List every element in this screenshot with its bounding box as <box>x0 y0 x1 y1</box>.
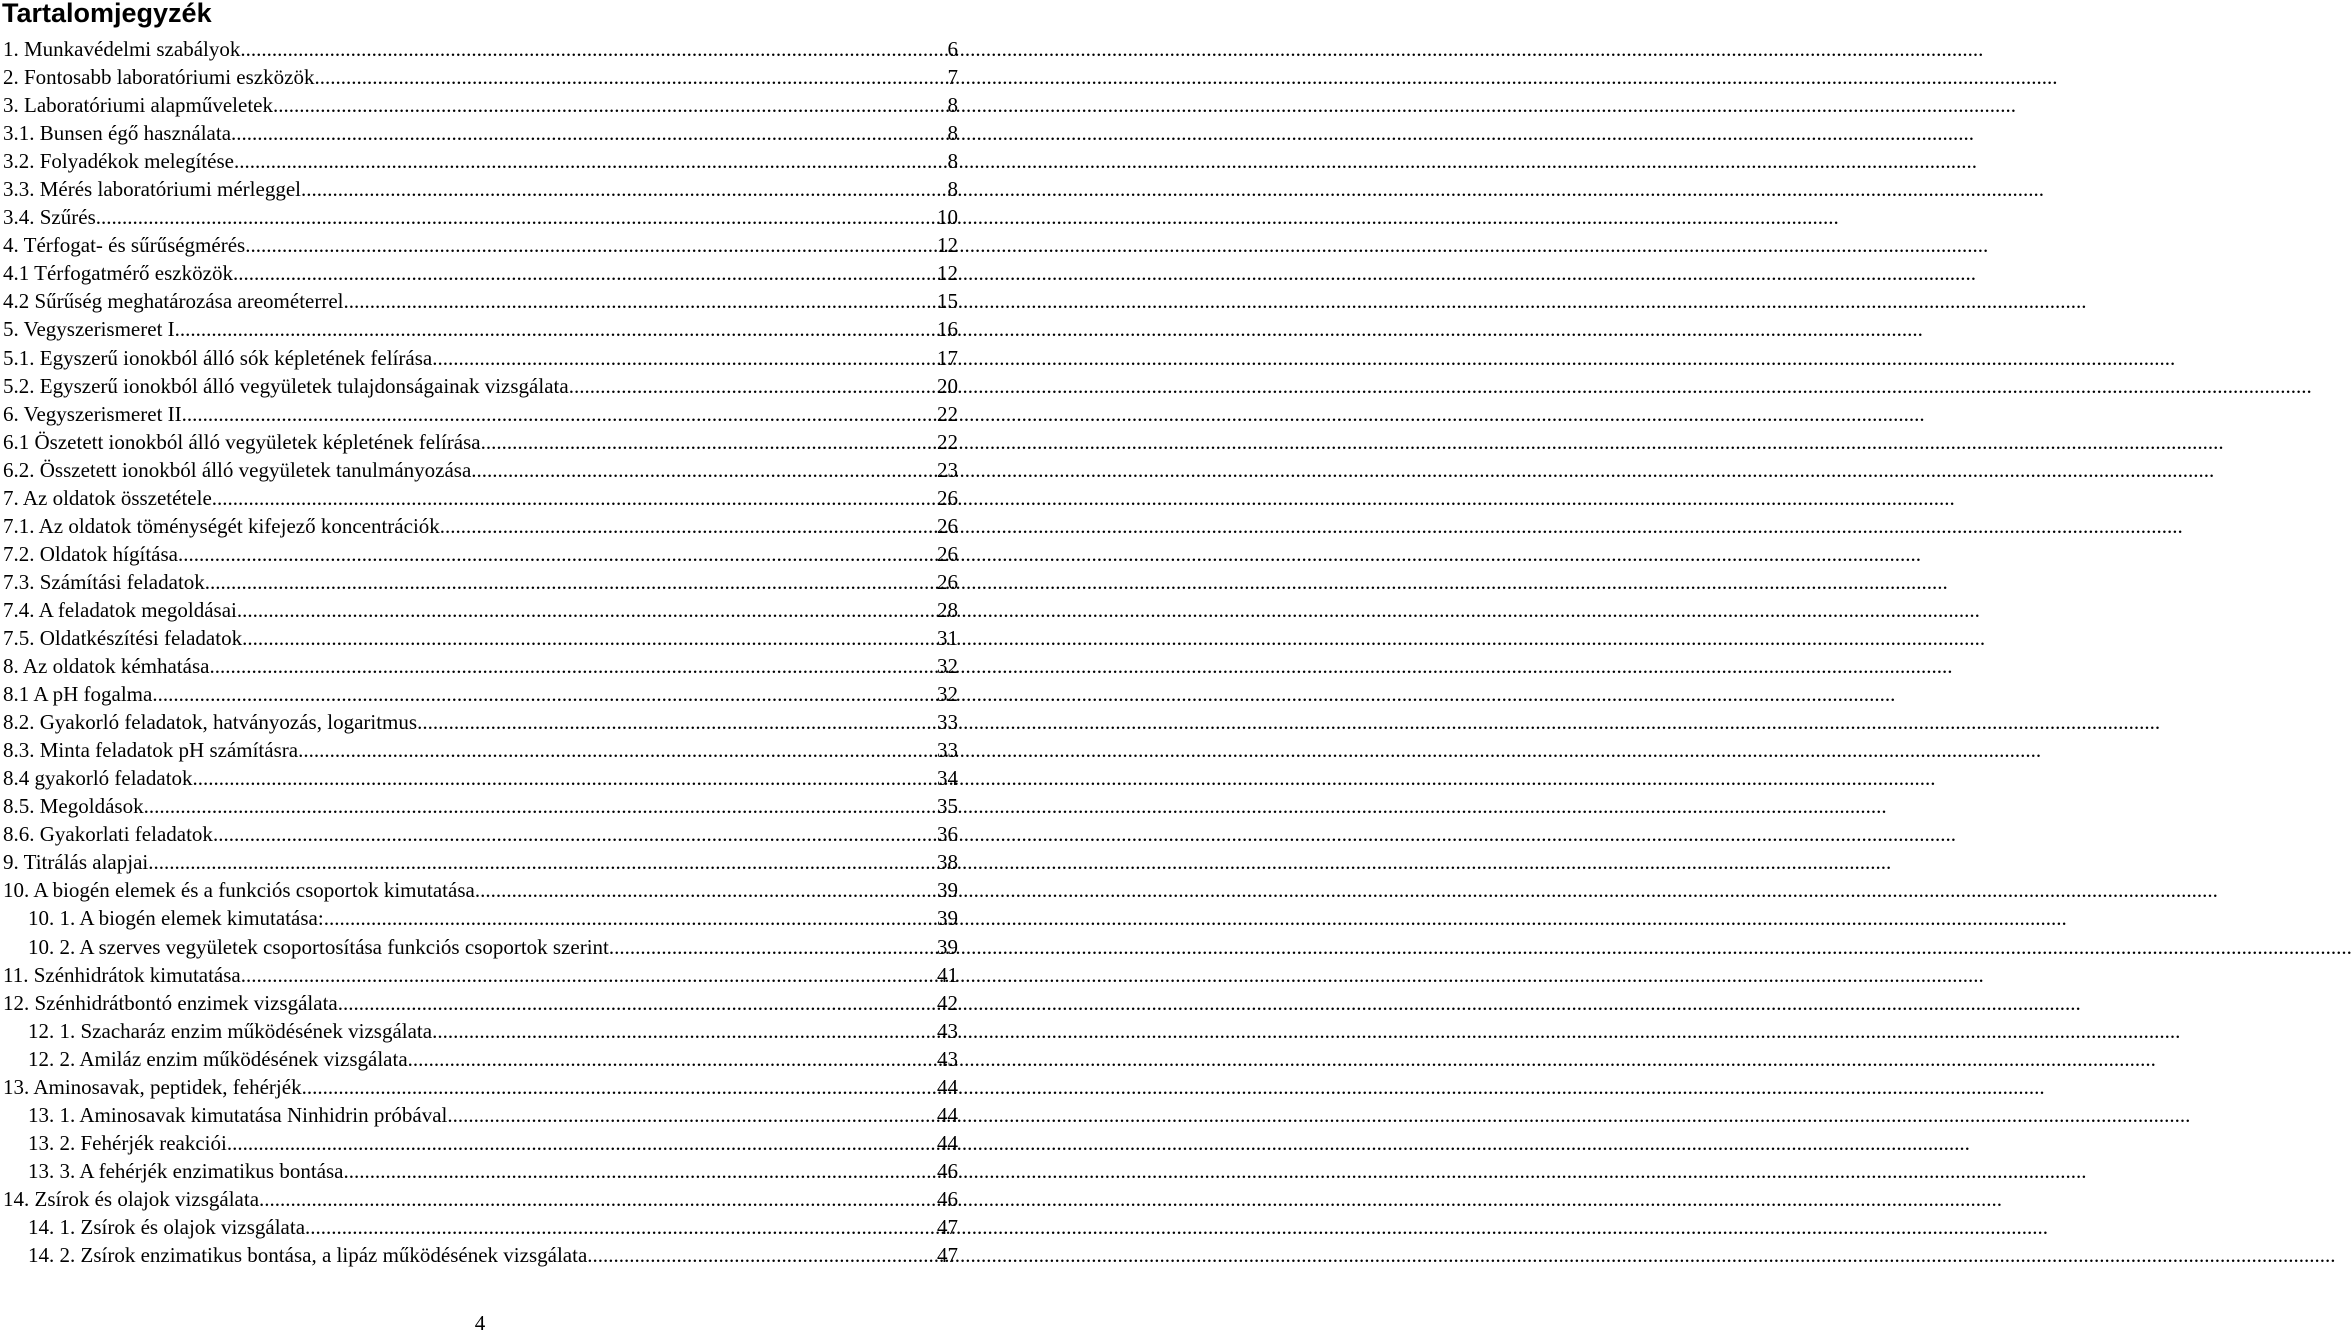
dot-leader <box>432 344 937 372</box>
toc-entry[interactable] <box>0 175 958 203</box>
dot-leader <box>242 624 937 652</box>
toc-entry[interactable] <box>0 876 958 904</box>
toc-entry-page: 44 <box>937 1074 958 1099</box>
dot-leader <box>227 1129 937 1157</box>
toc-entry-page: 34 <box>937 766 958 791</box>
toc-entry-page: 26 <box>937 513 958 538</box>
dot-leader <box>301 175 948 203</box>
toc-entry-title: 3.4. Szűrés <box>3 205 96 230</box>
toc-entry-page: 31 <box>937 625 958 650</box>
dot-leader <box>240 35 947 63</box>
toc-entry-title: 10. 1. A biogén elemek kimutatása: <box>28 906 324 931</box>
toc-entry-title: 4.1 Térfogatmérő eszközök <box>3 261 233 286</box>
toc-entry-page: 7 <box>947 65 958 90</box>
toc-entry[interactable] <box>0 652 958 680</box>
toc-entry-page: 39 <box>937 934 958 959</box>
dot-leader <box>193 764 937 792</box>
toc-entry[interactable] <box>0 540 958 568</box>
toc-entry[interactable] <box>0 259 958 287</box>
dot-leader <box>593 1241 937 1269</box>
dot-leader <box>259 1185 937 1213</box>
toc-entry-page: 39 <box>937 878 958 903</box>
toc-entry-page: 28 <box>937 597 958 622</box>
dot-leader <box>96 203 937 231</box>
toc-entry-title: 8.6. Gyakorlati feladatok <box>3 822 213 847</box>
toc-entry-page: 26 <box>937 485 958 510</box>
toc-entry[interactable] <box>0 1073 958 1101</box>
dot-leader <box>180 315 937 343</box>
dot-leader <box>233 259 937 287</box>
dot-leader <box>144 792 937 820</box>
toc-entry[interactable] <box>0 231 958 259</box>
toc-entry[interactable] <box>0 63 958 91</box>
toc-entry-page: 8 <box>947 177 958 202</box>
toc-entry-title: 8.5. Megoldások <box>3 794 144 819</box>
toc-entry-page: 47 <box>937 1214 958 1239</box>
dot-leader <box>437 1017 937 1045</box>
dot-leader <box>234 147 948 175</box>
toc-entry-page: 26 <box>937 569 958 594</box>
dot-leader <box>152 680 937 708</box>
dot-leader <box>324 904 937 932</box>
toc-entry-page: 44 <box>937 1130 958 1155</box>
toc-entry-page: 22 <box>937 429 958 454</box>
toc-entry[interactable] <box>0 848 958 876</box>
toc-entry-title: 7.2. Oldatok hígítása <box>3 541 178 566</box>
toc-entry[interactable] <box>0 961 958 989</box>
toc-entry-title: 10. A biogén elemek és a funkciós csoportok kimutatása <box>3 878 475 903</box>
toc-entry[interactable] <box>0 1157 958 1185</box>
toc-entry-title: 11. Szénhidrátok kimutatása <box>3 962 241 987</box>
dot-leader <box>609 933 937 961</box>
toc-entry[interactable] <box>0 512 958 540</box>
toc-entry-title: 8. Az oldatok kémhatása <box>3 654 210 679</box>
toc-entry-title: 10. 2. A szerves vegyületek csoportosítása funkciós csoportok szerint <box>28 934 609 959</box>
dot-leader <box>205 568 937 596</box>
dot-leader <box>212 484 937 512</box>
toc-entry-title: 5.2. Egyszerű ionokból álló vegyületek tulajdonságainak vizsgálata <box>3 373 569 398</box>
toc-entry[interactable] <box>0 400 958 428</box>
toc-entry[interactable] <box>0 680 958 708</box>
toc-entry[interactable] <box>0 147 958 175</box>
toc-entry-page: 43 <box>937 1046 958 1071</box>
toc-entry[interactable] <box>0 1017 958 1045</box>
toc-entry-title: 8.1 A pH fogalma <box>3 682 153 707</box>
dot-leader <box>344 1157 937 1185</box>
toc-title: Tartalomjegyzék <box>2 0 212 28</box>
toc-entry-title: 3. Laboratóriumi alapműveletek <box>3 93 273 118</box>
dot-leader <box>231 119 947 147</box>
toc-entry-title: 5. Vegyszerismeret I. <box>3 317 180 342</box>
toc-entry-title: 4.2 Sűrűség meghatározása areométerrel <box>3 289 344 314</box>
toc-entry-title: 14. 2. Zsírok enzimatikus bontása, a lipáz működésének vizsgálata. <box>28 1243 593 1268</box>
toc-entry-page: 8 <box>947 149 958 174</box>
toc-entry-title: 8.2. Gyakorló feladatok, hatványozás, logaritmus <box>3 710 418 735</box>
dot-leader <box>314 63 947 91</box>
toc-entry-title: 7. Az oldatok összetétele <box>3 485 212 510</box>
toc-entry[interactable] <box>0 820 958 848</box>
toc-entry[interactable] <box>0 624 958 652</box>
toc-entry-title: 4. Térfogat- és sűrűségmérés <box>3 233 246 258</box>
toc-entry[interactable] <box>0 904 958 932</box>
dot-leader <box>471 456 937 484</box>
toc-entry-page: 6 <box>947 37 958 61</box>
dot-leader <box>273 91 948 119</box>
toc-entry[interactable] <box>0 484 958 512</box>
toc-entry[interactable] <box>0 91 958 119</box>
toc-entry-page: 12 <box>937 233 958 258</box>
toc-entry[interactable] <box>0 315 958 343</box>
toc-entry-title: 9. Titrálás alapjai <box>3 850 149 875</box>
dot-leader <box>213 820 937 848</box>
dot-leader <box>209 652 937 680</box>
toc-entry-page: 12 <box>937 261 958 286</box>
toc-entry-page: 38 <box>937 850 958 875</box>
toc-entry[interactable] <box>0 708 958 736</box>
toc-entry-page: 39 <box>937 906 958 931</box>
toc-entry-title: 8.3. Minta feladatok pH számításra <box>3 738 299 763</box>
dot-leader <box>148 848 937 876</box>
page-number: 4 <box>474 1311 486 1335</box>
dot-leader <box>241 961 937 989</box>
toc-entry[interactable] <box>0 1213 958 1241</box>
toc-entry-page: 33 <box>937 710 958 735</box>
toc-entry[interactable] <box>0 1241 958 1269</box>
toc-entry-title: 7.5. Oldatkészítési feladatok <box>3 625 243 650</box>
dot-leader <box>305 1213 937 1241</box>
toc-entry[interactable] <box>0 989 958 1017</box>
toc-entry-page: 10 <box>937 205 958 230</box>
dot-leader <box>417 708 937 736</box>
toc-entry-title: 13. Aminosavak, peptidek, fehérjék <box>3 1074 302 1099</box>
toc-entry-title: 6. Vegyszerismeret II <box>3 401 182 426</box>
toc-entry-title: 7.1. Az oldatok töménységét kifejező koncentrációk <box>3 513 440 538</box>
toc-entry-page: 8 <box>947 121 958 146</box>
toc-entry-title: 7.3. Számítási feladatok <box>3 569 205 594</box>
toc-entry-page: 43 <box>937 1018 958 1043</box>
table-of-contents <box>0 35 958 1269</box>
toc-entry-title: 14. Zsírok és olajok vizsgálata <box>3 1186 260 1211</box>
toc-entry-page: 22 <box>937 401 958 426</box>
toc-entry[interactable] <box>0 1045 958 1073</box>
toc-entry-page: 44 <box>937 1102 958 1127</box>
dot-leader <box>298 736 937 764</box>
toc-entry-page: 32 <box>937 654 958 679</box>
toc-entry-title: 2. Fontosabb laboratóriumi eszközök <box>3 65 315 90</box>
toc-entry[interactable] <box>0 792 958 820</box>
toc-entry-title: 3.3. Mérés laboratóriumi mérleggel <box>3 177 301 202</box>
toc-entry-title: 13. 1. Aminosavak kimutatása Ninhidrin próbával <box>28 1102 448 1127</box>
dot-leader <box>338 989 937 1017</box>
toc-entry-title: 8.4 gyakorló feladatok <box>3 766 193 791</box>
toc-entry-page: 23 <box>937 457 958 482</box>
toc-entry-title: 13. 3. A fehérjék enzimatikus bontása <box>28 1158 344 1183</box>
toc-entry[interactable] <box>0 372 958 400</box>
toc-entry-page: 36 <box>937 822 958 847</box>
toc-entry[interactable] <box>0 933 958 961</box>
toc-entry-title: 7.4. A feladatok megoldásai <box>3 597 237 622</box>
dot-leader <box>569 372 937 400</box>
toc-entry[interactable] <box>0 1129 958 1157</box>
dot-leader <box>302 1073 937 1101</box>
toc-entry[interactable] <box>0 287 958 315</box>
toc-entry-title: 6.2. Összetett ionokból álló vegyületek tanulmányozása <box>3 457 472 482</box>
dot-leader <box>475 876 937 904</box>
toc-entry-title: 1. Munkavédelmi szabályok <box>3 37 241 61</box>
toc-entry[interactable] <box>0 456 958 484</box>
toc-entry-page: 20 <box>937 373 958 398</box>
toc-entry-title: 12. Szénhidrátbontó enzimek vizsgálata <box>3 990 338 1015</box>
toc-entry[interactable] <box>0 1185 958 1213</box>
dot-leader <box>447 1101 937 1129</box>
dot-leader <box>344 287 937 315</box>
toc-entry-page: 46 <box>937 1186 958 1211</box>
toc-entry-page: 35 <box>937 794 958 819</box>
dot-leader <box>481 428 937 456</box>
toc-entry[interactable] <box>0 736 958 764</box>
toc-entry-title: 6.1 Öszetett ionokból álló vegyületek képletének felírása <box>3 429 481 454</box>
toc-entry-page: 41 <box>937 962 958 987</box>
toc-entry[interactable] <box>0 764 958 792</box>
toc-entry-title: 3.2. Folyadékok melegítése <box>3 149 234 174</box>
toc-entry-page: 42 <box>937 990 958 1015</box>
toc-entry[interactable] <box>0 1101 958 1129</box>
toc-entry-page: 46 <box>937 1158 958 1183</box>
toc-entry-title: 3.1. Bunsen égő használata <box>3 121 232 146</box>
toc-entry-page: 8 <box>947 93 958 118</box>
dot-leader <box>245 231 937 259</box>
dot-leader <box>178 540 937 568</box>
toc-entry-page: 47 <box>937 1243 958 1268</box>
toc-entry-page: 15 <box>937 289 958 314</box>
toc-entry-title: 5.1. Egyszerű ionokból álló sók képletének felírása <box>3 345 433 370</box>
dot-leader <box>440 512 937 540</box>
toc-entry-page: 32 <box>937 682 958 707</box>
toc-entry[interactable] <box>0 568 958 596</box>
toc-entry[interactable] <box>0 596 958 624</box>
toc-entry[interactable] <box>0 203 958 231</box>
toc-entry-page: 17 <box>937 345 958 370</box>
toc-entry-page: 33 <box>937 738 958 763</box>
toc-entry-title: 13. 2. Fehérjék reakciói <box>28 1130 227 1155</box>
dot-leader <box>182 400 937 428</box>
toc-entry-title: 14. 1. Zsírok és olajok vizsgálata <box>28 1214 306 1239</box>
toc-entry-title: 12. 1. Szacharáz enzim működésének vizsgálata. <box>28 1018 438 1043</box>
toc-entry[interactable] <box>0 428 958 456</box>
toc-entry[interactable] <box>0 119 958 147</box>
toc-entry[interactable] <box>0 344 958 372</box>
toc-entry[interactable] <box>0 35 958 63</box>
dot-leader <box>413 1045 937 1073</box>
toc-entry-page: 26 <box>937 541 958 566</box>
toc-entry-title: 12. 2. Amiláz enzim működésének vizsgálata. <box>28 1046 413 1071</box>
dot-leader <box>237 596 937 624</box>
toc-entry-page: 16 <box>937 317 958 342</box>
